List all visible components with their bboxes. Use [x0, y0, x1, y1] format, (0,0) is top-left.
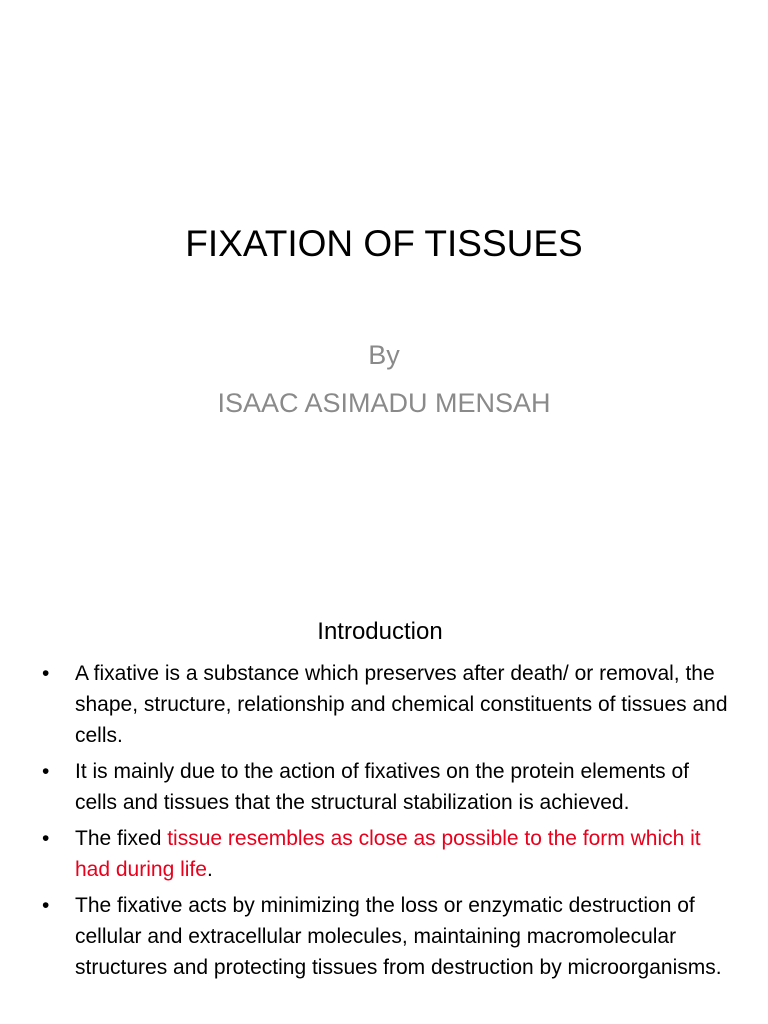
bullet-icon: • — [42, 894, 50, 917]
bullet-icon: • — [42, 760, 50, 783]
bullet-item-3 — [42, 823, 732, 885]
introduction-slide — [0, 576, 768, 1024]
bullet-item-2 — [42, 756, 732, 818]
bullet-text-prefix: The fixed — [75, 827, 168, 850]
bullet-list — [42, 658, 732, 988]
bullet-text-highlight: tissue resembles as close as possible to the form which it had during life — [75, 827, 701, 881]
byline-by-label: By — [368, 340, 400, 370]
bullet-icon: • — [42, 662, 50, 685]
section-heading: Introduction — [317, 618, 443, 645]
author-name: ISAAC ASIMADU MENSAH — [217, 388, 551, 418]
bullet-text-suffix: . — [206, 858, 213, 881]
bullet-text: The fixative acts by minimizing the loss or enzymatic destruction of cellular and extracellular molecules, maintaining macromolecular structures and protecting tissues from destruction by microorganisms. — [75, 894, 722, 979]
bullet-item-1 — [42, 658, 732, 751]
bullet-item-4 — [42, 890, 732, 983]
bullet-text: It is mainly due to the action of fixatives on the protein elements of cells and tissues that the structural stabilization is achieved. — [75, 760, 690, 814]
slide-title: FIXATION OF TISSUES — [185, 223, 583, 264]
bullet-text: A fixative is a substance which preserves after death/ or removal, the shape, structure, relationship and chemical constituents of tissues and cells. — [75, 662, 728, 747]
bullet-icon: • — [42, 827, 50, 850]
